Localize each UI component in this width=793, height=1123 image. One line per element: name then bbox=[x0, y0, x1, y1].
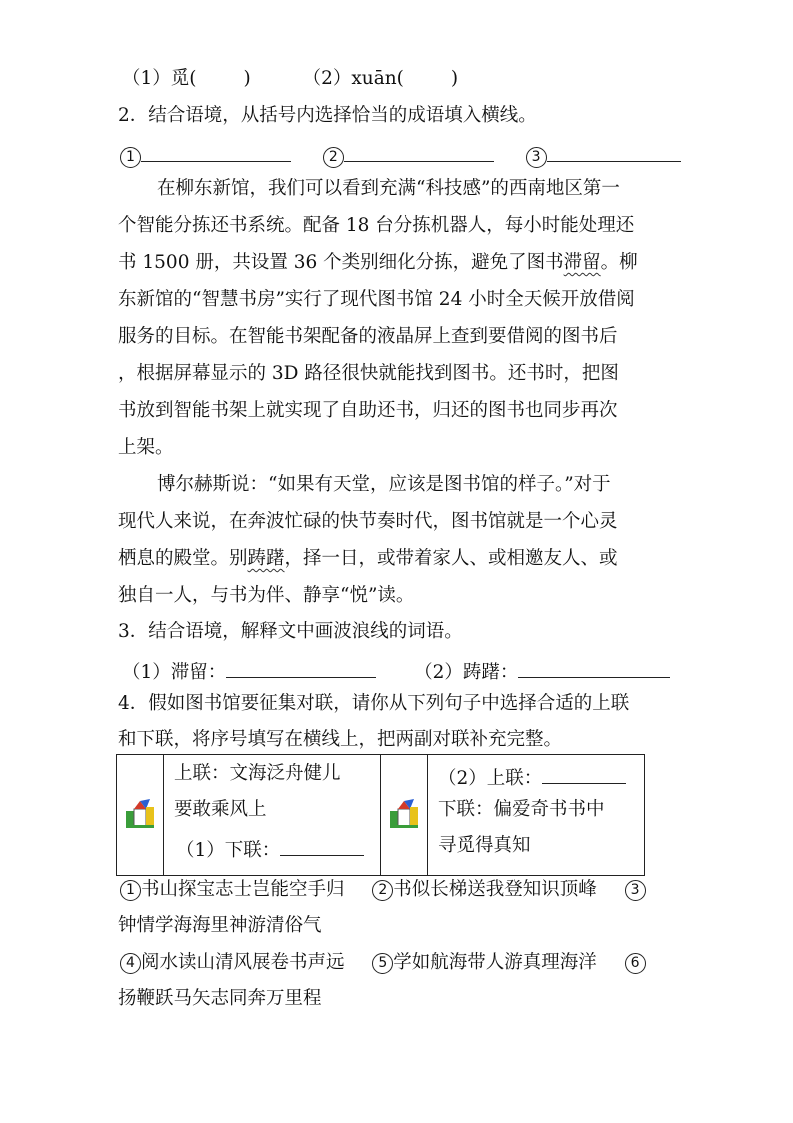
pair1-lower-blank[interactable] bbox=[280, 837, 364, 856]
option-2-text: 书似长梯送我登知识顶峰 bbox=[393, 879, 597, 900]
q2-blanks bbox=[120, 143, 681, 168]
passage-p1-line-6: ，根据屏幕显示的 3D 路径很快就能找到图书。还书时，把图 bbox=[118, 363, 619, 384]
option-mark-4: 4 bbox=[120, 953, 141, 974]
q2-mark-2: 2 bbox=[323, 147, 344, 168]
q2-mark-3: 3 bbox=[526, 147, 547, 168]
q3-title: 3．结合语境，解释文中画波浪线的词语。 bbox=[118, 621, 463, 642]
passage-p1-line-7: 书放到智能书架上就实现了自助还书，归还的图书也同步再次 bbox=[118, 400, 618, 421]
pair1-lower bbox=[176, 837, 364, 861]
q2-mark-1: 1 bbox=[120, 147, 141, 168]
passage-p1-line-4: 东新馆的“智慧书房”实行了现代图书馆 24 小时全天候开放借阅 bbox=[118, 289, 635, 310]
pair2-upper-blank[interactable] bbox=[542, 765, 626, 784]
passage-p1-line-5: 服务的目标。在智能书架配备的液晶屏上查到要借阅的图书后 bbox=[118, 326, 618, 347]
option-mark-5: 5 bbox=[372, 953, 393, 974]
wavy-word-zhiliu: 滞留 bbox=[563, 252, 601, 273]
books-icon bbox=[387, 795, 421, 831]
passage-p1-line-3: 书 1500 册，共设置 36 个类别细化分拣，避免了图书滞留。柳 bbox=[118, 252, 638, 273]
q3-item1-label: （1）滞留： bbox=[122, 662, 227, 683]
option-1-text: 书山探宝志士岂能空手归 bbox=[141, 879, 345, 900]
q1-item2-number: （2） bbox=[302, 68, 352, 89]
q4-title-line-2: 和下联，将序号填写在横线上，把两副对联补充完整。 bbox=[118, 729, 563, 750]
option-mark-3: 3 bbox=[625, 880, 646, 901]
q3-items bbox=[122, 659, 670, 683]
pair2-upper bbox=[438, 765, 626, 789]
pair1-lower-label: （1）下联： bbox=[176, 840, 281, 861]
passage-p1-line-2: 个智能分拣还书系统。配备 18 台分拣机器人，每小时能处理还 bbox=[118, 215, 635, 236]
q1-sub-items bbox=[122, 70, 458, 89]
passage-p2-line-4: 独自一人，与书为伴、静享“悦”读。 bbox=[118, 585, 415, 606]
options-line-4: 扬鞭跃马矢志同奔万里程 bbox=[118, 988, 322, 1009]
q2-blank-1[interactable] bbox=[141, 143, 291, 162]
option-4-text: 阅水读山清风展卷书声远 bbox=[141, 952, 345, 973]
passage-p2-line-3: 栖息的殿堂。别踌躇，择一日，或带着家人、或相邀友人、或 bbox=[118, 548, 618, 569]
couplet-pair-2 bbox=[428, 755, 645, 876]
couplet-pair-1 bbox=[164, 755, 381, 876]
couplet-cell-icon-1 bbox=[117, 755, 164, 876]
q1-item2-pinyin: xuān bbox=[351, 68, 397, 89]
options-line-3 bbox=[120, 953, 646, 974]
options-line-2: 钟情学海海里神游清俗气 bbox=[118, 915, 322, 936]
q1-item1-answer[interactable]: ( ) bbox=[189, 68, 251, 89]
passage-p1-line-8: 上架。 bbox=[118, 437, 174, 458]
q2-title: 2．结合语境，从括号内选择恰当的成语填入横线。 bbox=[118, 105, 537, 126]
couplet-cell-icon-2 bbox=[381, 755, 428, 876]
pair2-lower-line-2: 寻觅得真知 bbox=[438, 835, 531, 856]
q1-item2-answer[interactable]: ( ) bbox=[396, 68, 459, 89]
passage-p1-line-1: 在柳东新馆，我们可以看到充满“科技感”的西南地区第一 bbox=[157, 178, 620, 199]
wavy-word-chouchu: 踌躇 bbox=[247, 548, 285, 569]
q3-item2-blank[interactable] bbox=[518, 659, 670, 678]
q1-item1-char: 觅 bbox=[170, 68, 190, 89]
option-mark-6: 6 bbox=[625, 953, 646, 974]
q3-item2-label: （2）踌躇： bbox=[414, 662, 519, 683]
pair2-upper-label: （2）上联： bbox=[438, 768, 543, 789]
pair1-upper-line-2: 要敢乘风上 bbox=[174, 799, 267, 820]
q1-item1-number: （1） bbox=[122, 68, 171, 89]
q2-blank-3[interactable] bbox=[547, 143, 681, 162]
pair2-lower-line-1: 下联：偏爱奇书书中 bbox=[438, 799, 605, 820]
q2-blank-2[interactable] bbox=[344, 143, 494, 162]
couplet-table bbox=[116, 754, 645, 876]
q3-item1-blank[interactable] bbox=[226, 659, 376, 678]
option-mark-1: 1 bbox=[120, 880, 141, 901]
passage-p2-line-2: 现代人来说，在奔波忙碌的快节奏时代，图书馆就是一个心灵 bbox=[118, 511, 618, 532]
option-mark-2: 2 bbox=[372, 880, 393, 901]
q4-title-line-1: 4．假如图书馆要征集对联，请你从下列句子中选择合适的上联 bbox=[118, 693, 630, 714]
passage-p2-line-1: 博尔赫斯说：“如果有天堂，应该是图书馆的样子。”对于 bbox=[157, 474, 611, 495]
pair1-upper-line-1: 上联：文海泛舟健儿 bbox=[174, 763, 341, 784]
option-5-text: 学如航海带人游真理海洋 bbox=[393, 952, 597, 973]
books-icon bbox=[123, 795, 157, 831]
options-line-1 bbox=[120, 880, 646, 901]
